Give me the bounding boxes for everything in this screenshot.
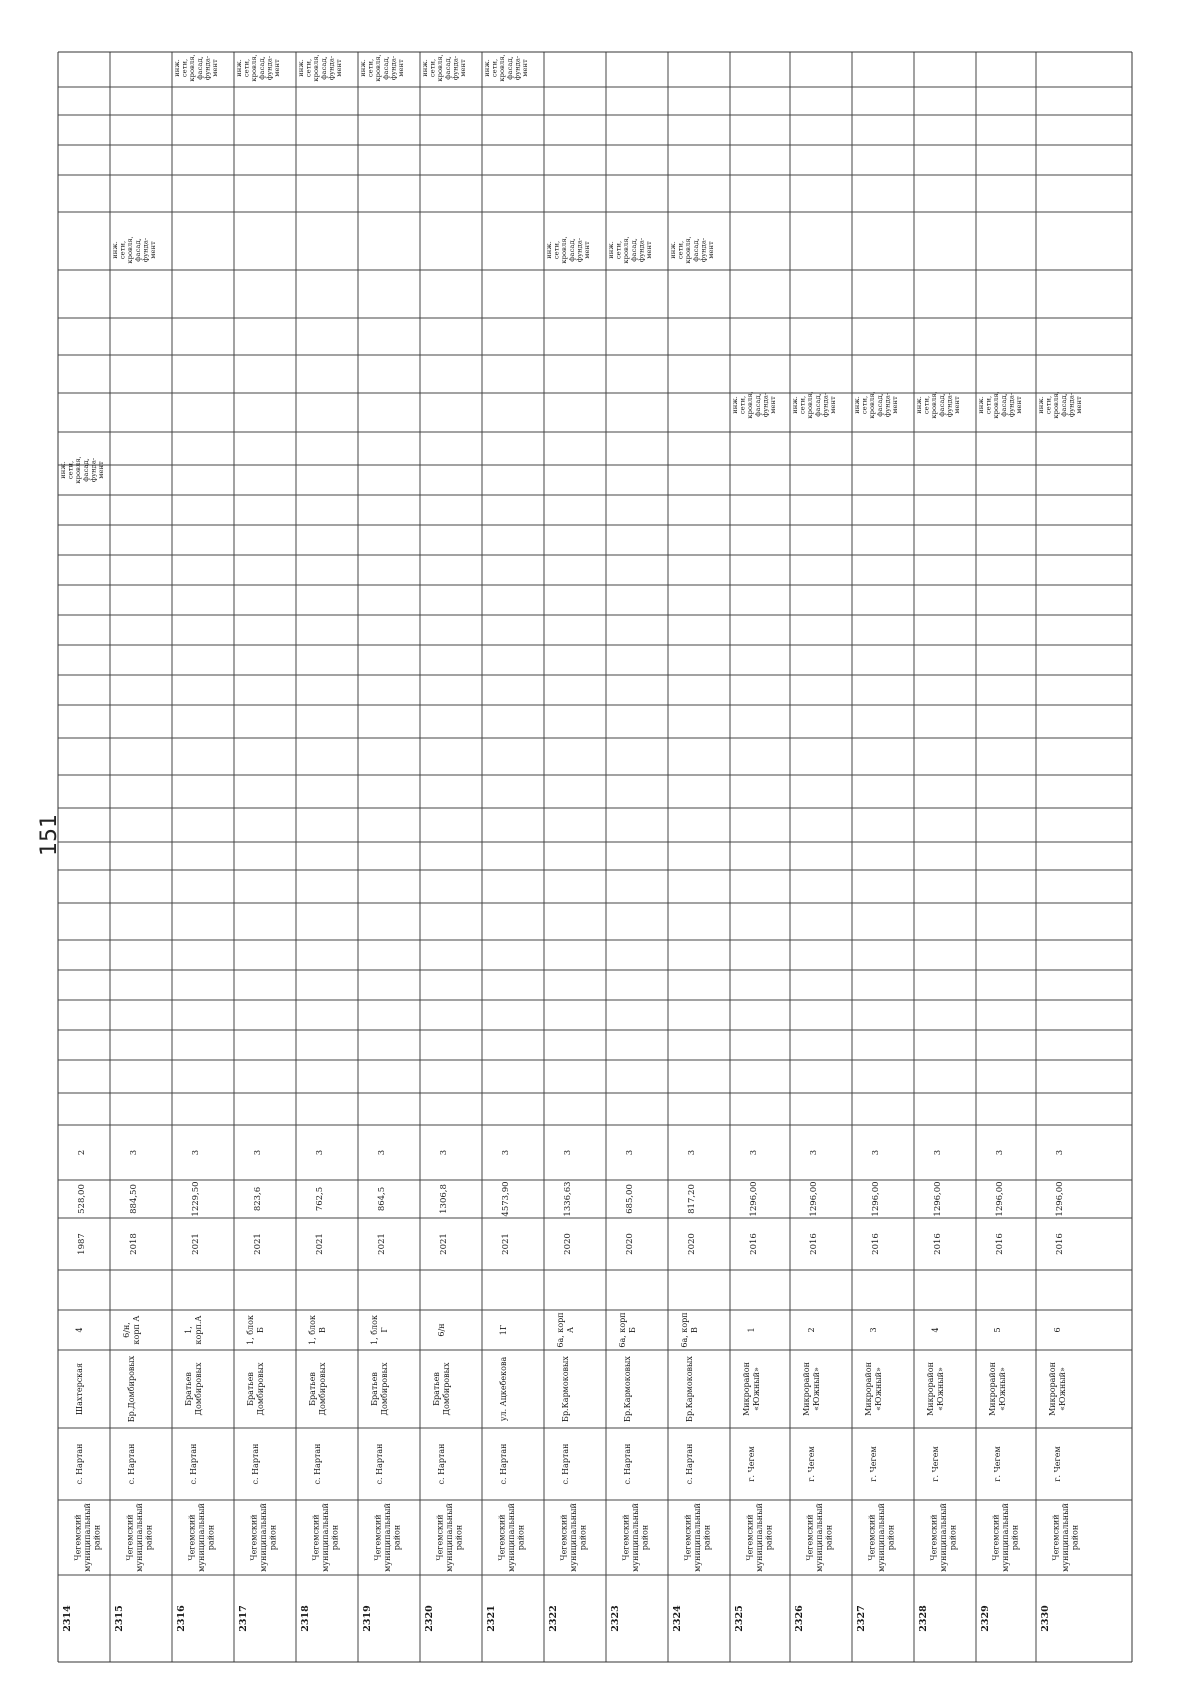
house-cell: 6 xyxy=(1053,1327,1062,1333)
settlement-cell: с. Нартан xyxy=(685,1443,694,1485)
house-cell: 5 xyxy=(993,1327,1002,1333)
district-cell: Чегемскиймуниципальныйрайон xyxy=(1051,1503,1080,1572)
row-number: 2314 xyxy=(62,1605,73,1632)
house-cell: 3 xyxy=(869,1327,878,1333)
year-cell: 2016 xyxy=(809,1233,819,1255)
street-cell: Микрорайон«Южный» xyxy=(802,1362,821,1416)
district-cell: Чегемскиймуниципальныйрайон xyxy=(559,1503,588,1572)
works-cell: инж.сети,кровля,фасад,фунда-мент xyxy=(607,236,653,264)
area-cell: 1296,00 xyxy=(809,1181,819,1217)
works-cell: инж.сети,кровля,фасад,фунда-мент xyxy=(1037,391,1083,419)
works-cell: инж.сети,кровля,фасад,фунда-мент xyxy=(545,236,591,264)
district-cell: Чегемскиймуниципальныйрайон xyxy=(929,1503,958,1572)
district-cell: Чегемскиймуниципальныйрайон xyxy=(187,1503,216,1572)
house-cell: 2 xyxy=(807,1327,816,1333)
row-number: 2329 xyxy=(980,1605,991,1632)
street-cell: Микрорайон«Южный» xyxy=(742,1362,761,1416)
street-cell: БратьевДомбировых xyxy=(246,1362,265,1416)
house-cell: 6/н xyxy=(437,1323,446,1337)
works-cell: инж.сети,кровля,фасад,фунда-мент xyxy=(669,236,715,264)
settlement-cell: г. Чегем xyxy=(931,1446,940,1482)
district-cell: Чегемскиймуниципальныйрайон xyxy=(125,1503,154,1572)
row-number: 2324 xyxy=(672,1605,683,1632)
settlement-cell: г. Чегем xyxy=(869,1446,878,1482)
street-cell: Микрорайон«Южный» xyxy=(988,1362,1007,1416)
settlement-cell: с. Нартан xyxy=(127,1443,136,1485)
house-cell: 1Г xyxy=(499,1324,508,1336)
table-cells xyxy=(59,54,1083,1631)
row-number: 2322 xyxy=(548,1605,559,1632)
street-cell: БратьевДомбировых xyxy=(184,1362,203,1416)
page-number: 151 xyxy=(37,814,62,856)
year-cell: 2018 xyxy=(129,1233,139,1255)
house-cell: 1, блокБ xyxy=(246,1315,265,1345)
settlement-cell: с. Нартан xyxy=(75,1443,84,1485)
street-cell: Бр.Кармоковых xyxy=(623,1356,632,1422)
house-cell: 1,корп.А xyxy=(184,1315,203,1345)
row-number: 2328 xyxy=(918,1605,929,1632)
settlement-cell: г. Чегем xyxy=(1053,1446,1062,1482)
district-cell: Чегемскиймуниципальныйрайон xyxy=(867,1503,896,1572)
settlement-cell: г. Чегем xyxy=(993,1446,1002,1482)
year-cell: 2021 xyxy=(501,1233,511,1255)
district-cell: Чегемскиймуниципальныйрайон xyxy=(745,1503,774,1572)
street-cell: Бр.Кармоковых xyxy=(685,1356,694,1422)
district-cell: Чегемскиймуниципальныйрайон xyxy=(249,1503,278,1572)
street-cell: БратьевДомбировых xyxy=(432,1362,451,1416)
district-cell: Чегемскиймуниципальныйрайон xyxy=(373,1503,402,1572)
works-cell: инж.сети,кровля,фасад,фунда-мент xyxy=(791,391,837,419)
works-cell: инж.сети,кровля,фасад,фунда-мент xyxy=(235,54,281,82)
year-cell: 2016 xyxy=(871,1233,881,1255)
district-cell: Чегемскиймуниципальныйрайон xyxy=(805,1503,834,1572)
year-cell: 2016 xyxy=(933,1233,943,1255)
area-cell: 4573,90 xyxy=(501,1181,511,1217)
settlement-cell: с. Нартан xyxy=(623,1443,632,1485)
works-cell: инж.сети,кровля,фасад,фунда-мент xyxy=(915,391,961,419)
year-cell: 2021 xyxy=(439,1233,449,1255)
area-cell: 1296,00 xyxy=(1055,1181,1065,1217)
row-number: 2319 xyxy=(362,1605,373,1632)
works-cell: инж.сети,кровля,фасад,фунда-мент xyxy=(297,54,343,82)
street-cell: Бр.Домбировых xyxy=(127,1355,136,1423)
district-cell: Чегемскиймуниципальныйрайон xyxy=(621,1503,650,1572)
row-number: 2326 xyxy=(794,1605,805,1632)
house-cell: 6/н,корп А xyxy=(122,1315,141,1345)
district-cell: Чегемскиймуниципальныйрайон xyxy=(435,1503,464,1572)
floors-cell: 3 xyxy=(625,1149,635,1156)
house-cell: 1, блокВ xyxy=(308,1315,327,1345)
district-cell: Чегемскиймуниципальныйрайон xyxy=(683,1503,712,1572)
works-cell: инж.сети,кровля,фасад,фунда-мент xyxy=(483,54,529,82)
floors-cell: 3 xyxy=(871,1149,881,1156)
settlement-cell: с. Нартан xyxy=(251,1443,260,1485)
year-cell: 2021 xyxy=(253,1233,263,1255)
works-cell: инж.сети,кровля,фасад,фунда-мент xyxy=(421,54,467,82)
row-number: 2315 xyxy=(114,1605,125,1632)
district-cell: Чегемскиймуниципальныйрайон xyxy=(311,1503,340,1572)
year-cell: 2020 xyxy=(625,1233,635,1255)
settlement-cell: г. Чегем xyxy=(807,1446,816,1482)
settlement-cell: с. Нартан xyxy=(437,1443,446,1485)
row-number: 2323 xyxy=(610,1605,621,1632)
row-number: 2320 xyxy=(424,1605,435,1632)
area-cell: 1296,00 xyxy=(749,1181,759,1217)
floors-cell: 3 xyxy=(995,1149,1005,1156)
year-cell: 2021 xyxy=(377,1233,387,1255)
area-cell: 762,5 xyxy=(315,1186,325,1212)
floors-cell: 3 xyxy=(315,1149,325,1156)
floors-cell: 3 xyxy=(377,1149,387,1156)
house-cell: 6а, корпБ xyxy=(618,1312,637,1348)
district-cell: Чегемскиймуниципальныйрайон xyxy=(73,1503,102,1572)
settlement-cell: с. Нартан xyxy=(561,1443,570,1485)
street-cell: Шахтерская xyxy=(75,1363,84,1415)
house-cell: 6а, корпВ xyxy=(680,1312,699,1348)
table-grid xyxy=(58,52,1132,1662)
row-number: 2317 xyxy=(238,1605,249,1632)
works-cell: инж.сети,кровля,фасад,фунда-мент xyxy=(977,391,1023,419)
house-cell: 6а, корпА xyxy=(556,1312,575,1348)
floors-cell: 3 xyxy=(439,1149,449,1156)
area-cell: 685,00 xyxy=(625,1184,635,1214)
works-cell: инж.сети,кровля,фасад,фунда-мент xyxy=(731,391,777,419)
area-cell: 1296,00 xyxy=(933,1181,943,1217)
floors-cell: 3 xyxy=(933,1149,943,1156)
year-cell: 2020 xyxy=(687,1233,697,1255)
floors-cell: 2 xyxy=(77,1149,87,1156)
row-number: 2330 xyxy=(1040,1605,1051,1632)
area-cell: 884,50 xyxy=(129,1184,139,1214)
area-cell: 1336,63 xyxy=(563,1181,573,1217)
street-cell: Бр.Кармоковых xyxy=(561,1356,570,1422)
area-cell: 528,00 xyxy=(77,1184,87,1214)
row-number: 2327 xyxy=(856,1605,867,1632)
house-cell: 4 xyxy=(931,1327,940,1333)
street-cell: Микрорайон«Южный» xyxy=(926,1362,945,1416)
area-cell: 864,5 xyxy=(377,1186,387,1212)
works-cell: инж.сети,кровля,фасад,фунда-мент xyxy=(173,54,219,82)
district-cell: Чегемскиймуниципальныйрайон xyxy=(497,1503,526,1572)
street-cell: Микрорайон«Южный» xyxy=(864,1362,883,1416)
area-cell: 1296,00 xyxy=(871,1181,881,1217)
area-cell: 1306,8 xyxy=(439,1184,449,1214)
settlement-cell: с. Нартан xyxy=(313,1443,322,1485)
row-number: 2321 xyxy=(486,1605,497,1632)
street-cell: ул. Ацкебекова xyxy=(499,1356,508,1422)
works-cell: инж.сети,кровля,фасад,фунда-мент xyxy=(853,391,899,419)
floors-cell: 3 xyxy=(1055,1149,1065,1156)
row-number: 2316 xyxy=(176,1605,187,1632)
floors-cell: 3 xyxy=(563,1149,573,1156)
area-cell: 817,20 xyxy=(687,1184,697,1214)
floors-cell: 3 xyxy=(749,1149,759,1156)
row-number: 2325 xyxy=(734,1605,745,1632)
area-cell: 1296,00 xyxy=(995,1181,1005,1217)
house-cell: 1 xyxy=(747,1327,756,1333)
year-cell: 2021 xyxy=(191,1233,201,1255)
year-cell: 1987 xyxy=(77,1233,87,1255)
row-number: 2318 xyxy=(300,1605,311,1632)
floors-cell: 3 xyxy=(129,1149,139,1156)
street-cell: БратьевДомбировых xyxy=(308,1362,327,1416)
floors-cell: 3 xyxy=(687,1149,697,1156)
year-cell: 2016 xyxy=(749,1233,759,1255)
year-cell: 2021 xyxy=(315,1233,325,1255)
works-cell: инж.сети,кровля,фасад,фунда-мент xyxy=(59,456,105,484)
works-cell: инж.сети,кровля,фасад,фунда-мент xyxy=(111,236,157,264)
house-cell: 4 xyxy=(75,1327,84,1333)
floors-cell: 3 xyxy=(253,1149,263,1156)
floors-cell: 3 xyxy=(501,1149,511,1156)
house-cell: 1, блокГ xyxy=(370,1315,389,1345)
works-cell: инж.сети,кровля,фасад,фунда-мент xyxy=(359,54,405,82)
district-cell: Чегемскиймуниципальныйрайон xyxy=(991,1503,1020,1572)
year-cell: 2016 xyxy=(995,1233,1005,1255)
floors-cell: 3 xyxy=(191,1149,201,1156)
floors-cell: 3 xyxy=(809,1149,819,1156)
area-cell: 823,6 xyxy=(253,1186,263,1212)
area-cell: 1229,50 xyxy=(191,1181,201,1217)
year-cell: 2020 xyxy=(563,1233,573,1255)
street-cell: БратьевДомбировых xyxy=(370,1362,389,1416)
year-cell: 2016 xyxy=(1055,1233,1065,1255)
street-cell: Микрорайон«Южный» xyxy=(1048,1362,1067,1416)
settlement-cell: с. Нартан xyxy=(189,1443,198,1485)
settlement-cell: с. Нартан xyxy=(375,1443,384,1485)
settlement-cell: г. Чегем xyxy=(747,1446,756,1482)
settlement-cell: с. Нартан xyxy=(499,1443,508,1485)
